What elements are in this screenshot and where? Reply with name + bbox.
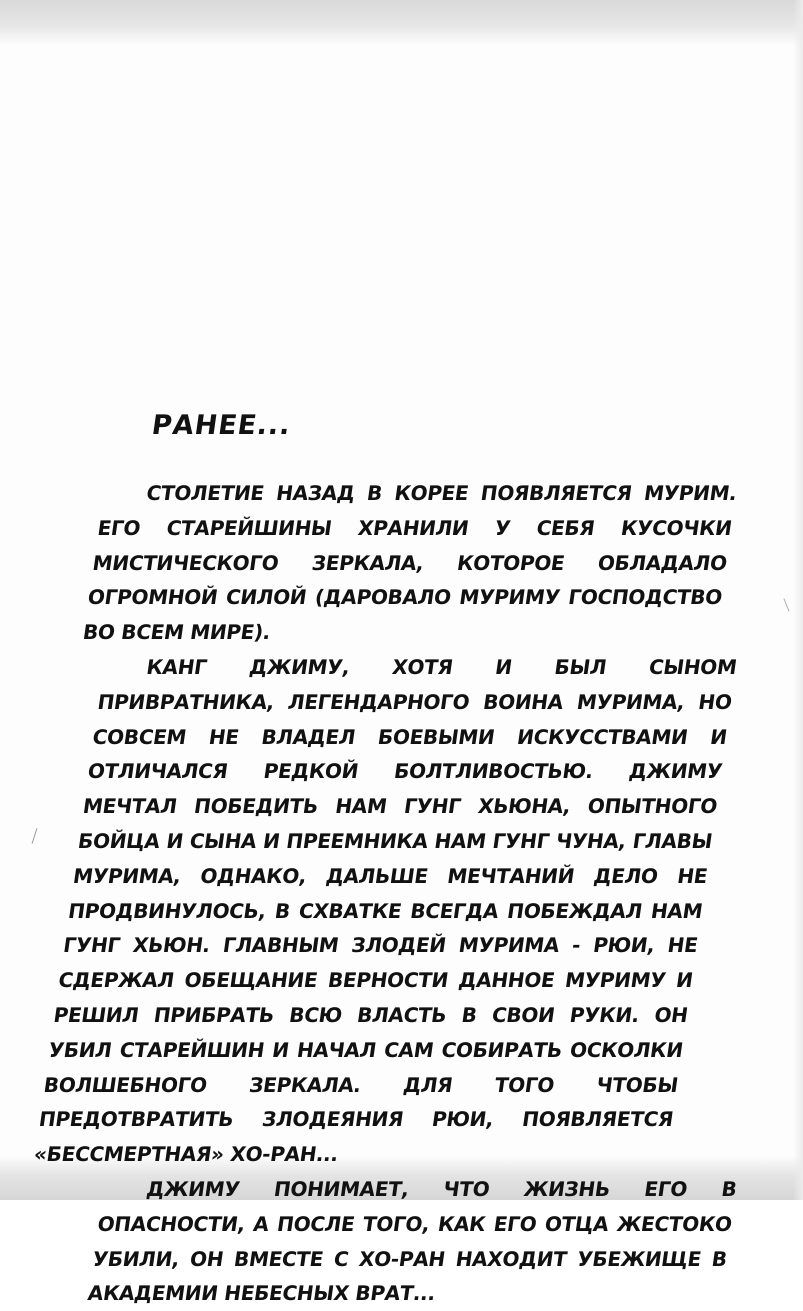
paragraph: ДЖИМУ ПОНИМАЕТ, ЧТО ЖИЗНЬ ЕГО В ОПАСНОСТИ, А ПОСЛЕ ТОГО, КАК ЕГО ОТЦА ЖЕСТОКО УБИЛИ, ОН ВМЕСТЕ С ХО-РАН НАХОДИТ УБЕЖИЩЕ В АКАДЕМИИ НЕБЕСНЫХ ВРАТ...	[86, 1176, 739, 1306]
paragraph: СТОЛЕТИЕ НАЗАД В КОРЕЕ ПОЯВЛЯЕТСЯ МУРИМ. ЕГО СТАРЕЙШИНЫ ХРАНИЛИ У СЕБЯ КУСОЧКИ МИСТИЧЕСКОГО ЗЕРКАЛА, КОТОРОЕ ОБЛАДАЛО ОГРОМНОЙ СИЛОЙ (ДАРОВАЛО МУРИМУ ГОСПОДСТВО ВО ВСЕМ МИРЕ).	[81, 481, 739, 645]
scan-scratch-mark	[783, 598, 789, 611]
scan-shadow-top	[0, 0, 803, 46]
scan-shadow-right	[793, 0, 803, 1200]
recap-text	[32, 476, 739, 1311]
section-heading: РАНЕЕ...	[149, 410, 294, 441]
scan-scratch-mark	[32, 828, 38, 844]
paragraph: КАНГ ДЖИМУ, ХОТЯ И БЫЛ СЫНОМ ПРИВРАТНИКА, ЛЕГЕНДАРНОГО ВОИНА МУРИМА, НО СОВСЕМ НЕ ВЛАДЕЛ БОЕВЫМИ ИСКУССТВАМИ И ОТЛИЧАЛСЯ РЕДКОЙ БОЛТЛИВОСТЬЮ. ДЖИМУ МЕЧТАЛ ПОБЕДИТЬ НАМ ГУНГ ХЬЮНА, ОПЫТНОГО БОЙЦА И СЫНА И ПРЕЕМНИКА НАМ ГУНГ ЧУНА, ГЛАВЫ МУРИМА, ОДНАКО, ДАЛЬШЕ МЕЧТАНИЙ ДЕЛО НЕ ПРОДВИНУЛОСЬ, В СХВАТКЕ ВСЕГДА ПОБЕЖДАЛ НАМ ГУНГ ХЬЮН. ГЛАВНЫМ ЗЛОДЕЙ МУРИМА - РЮИ, НЕ СДЕРЖАЛ ОБЕЩАНИЕ ВЕРНОСТИ ДАННОЕ МУРИМУ И РЕШИЛ ПРИБРАТЬ ВСЮ ВЛАСТЬ В СВОИ РУКИ. ОН УБИЛ СТАРЕЙШИН И НАЧАЛ САМ СОБИРАТЬ ОСКОЛКИ ВОЛШЕБНОГО ЗЕРКАЛА. ДЛЯ ТОГО ЧТОБЫ ПРЕДОТВРАТИТЬ ЗЛОДЕЯНИЯ РЮИ, ПОЯВЛЯЕТСЯ «БЕССМЕРТНАЯ» ХО-РАН...	[32, 654, 739, 1167]
